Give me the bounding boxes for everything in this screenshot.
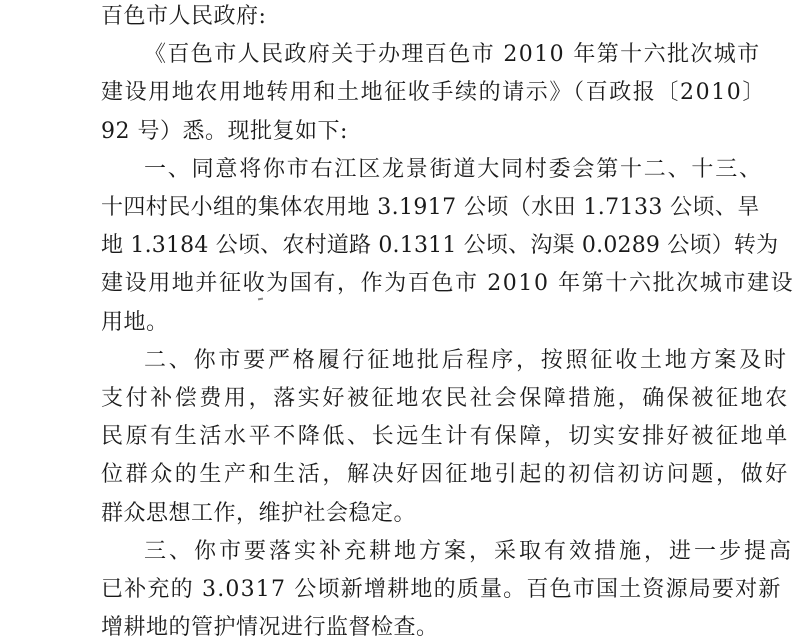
text-line: 一、同意将你市右江区龙景街道大同村委会第十二、十三、 [144,156,763,182]
addressee-line: 百色市人民政府: [101,4,267,29]
text-line: 支付补偿费用，落实好被征地农民社会保障措施，确保被征地农 [101,386,790,411]
text-line: 92 号）悉。现批复如下: [101,118,348,144]
text-line: 位群众的生产和生活，解决好因征地引起的初信初访问题，做好 [101,462,790,488]
text-line: 建设用地农用地转用和土地征收手续的请示》（百政报〔2010〕 [101,80,766,106]
text-line: 二、你市要严格履行征地批后程序，按照征收土地方案及时 [144,347,789,373]
text-line: 建设用地并征收为国有，作为百色市 2010 年第十六批次城市建设 [101,271,795,297]
text-line: 《百色市人民政府关于办理百色市 2010 年第十六批次城市 [144,42,761,68]
text-line: 民原有生活水平不降低、长远生计有保障，切实安排好被征地单 [101,424,790,450]
text-line: 三、你市要落实补充耕地方案，采取有效措施，进一步提高 [144,538,795,564]
text-line: 十四村民小组的集体农用地 3.1917 公顷（水田 1.7133 公顷、旱 [101,195,760,220]
text-line: 地 1.3184 公顷、农村道路 0.1311 公顷、沟渠 0.0289 公顷）转为 [101,233,779,259]
text-line: 增耕地的管护情况进行监督检查。 [101,615,439,641]
text-line: 用地。 [101,309,169,335]
text-line: 群众思想工作，维护社会稳定。 [101,500,417,526]
scan-speck [258,298,263,301]
text-line: 已补充的 3.0317 公顷新增耕地的质量。百色市国土资源局要对新 [101,577,782,602]
